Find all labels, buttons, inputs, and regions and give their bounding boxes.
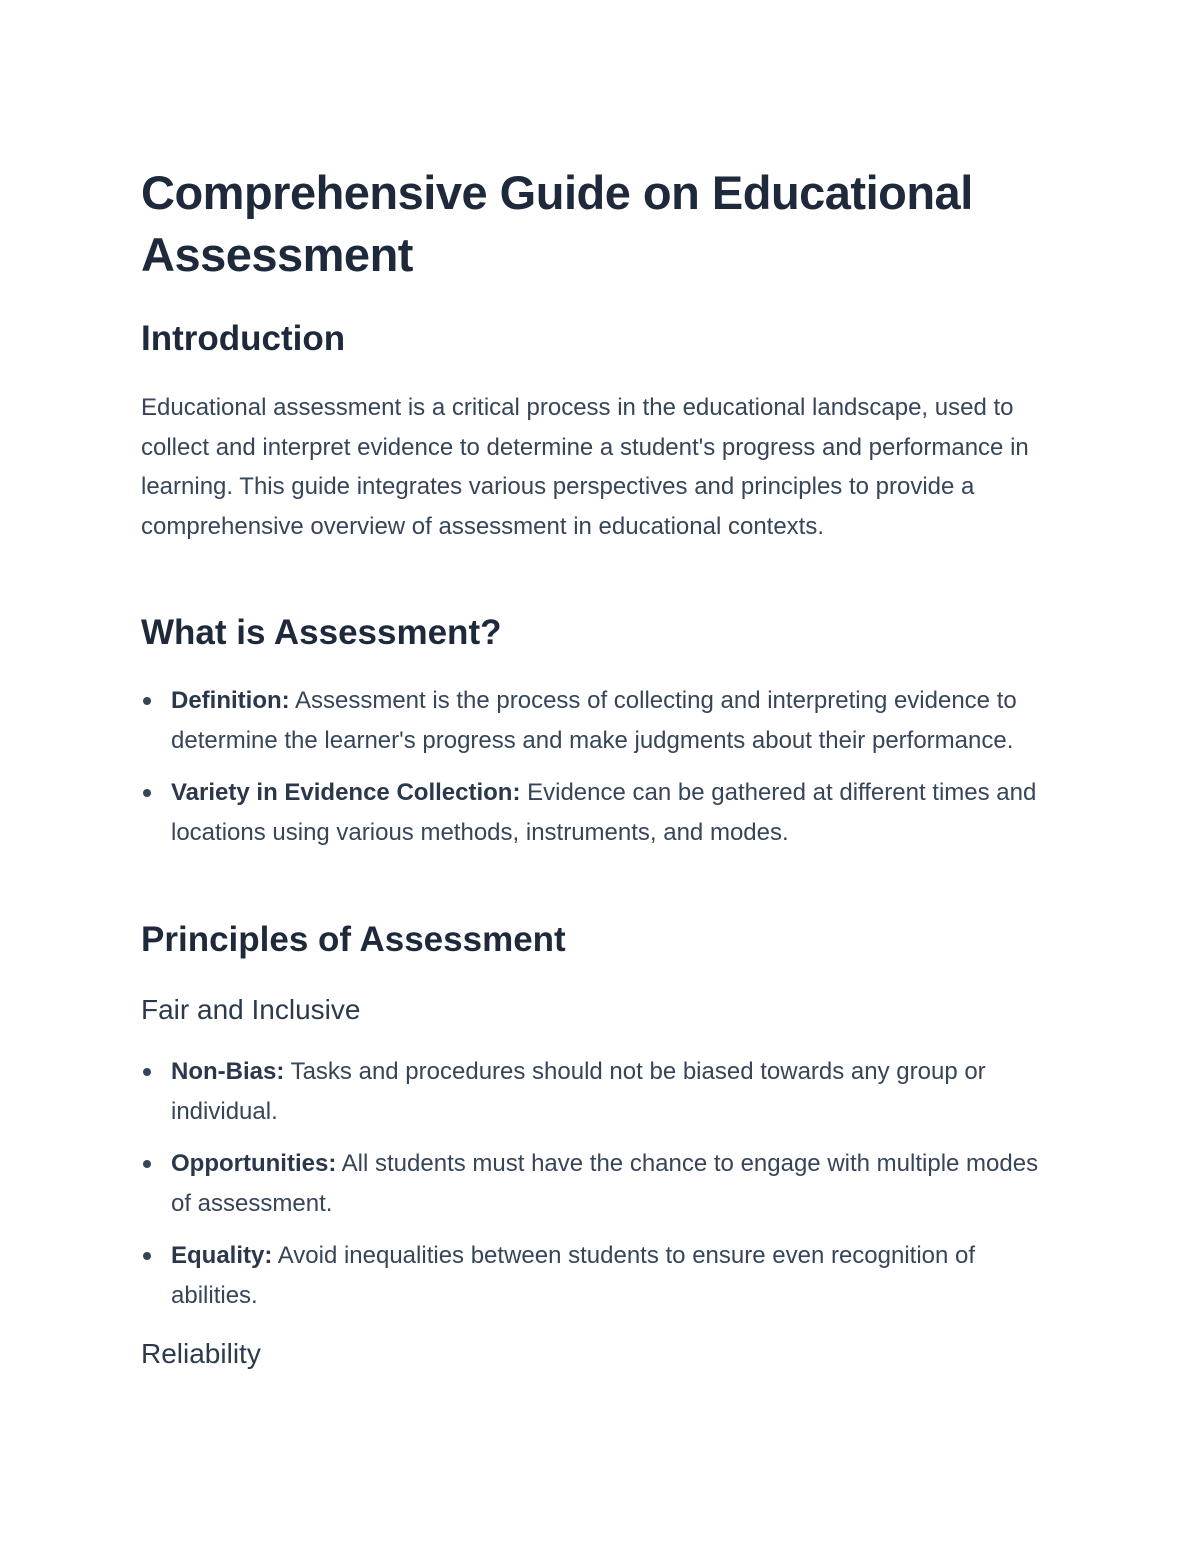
list-item-text: All students must have the chance to engage with multiple modes of assessment. <box>171 1150 1039 1217</box>
bullet-icon <box>143 789 151 797</box>
what-is-assessment-heading: What is Assessment? <box>141 613 502 652</box>
bullet-icon <box>143 697 151 705</box>
list-item-term: Variety in Evidence Collection: <box>171 779 521 806</box>
fair-inclusive-list <box>141 1052 1061 1328</box>
list-item-term: Equality: <box>171 1242 273 1269</box>
list-item-term: Definition: <box>171 687 290 714</box>
list-item-text: Tasks and procedures should not be biased towards any group or individual. <box>171 1058 986 1125</box>
list-item-text: Evidence can be gathered at different times and locations using various methods, instruments, and modes. <box>171 779 1037 846</box>
list-item-term: Opportunities: <box>171 1150 337 1177</box>
list-item <box>141 1144 1061 1223</box>
list-item-text: Assessment is the process of collecting and interpreting evidence to determine the learner's progress and make judgments about their performance. <box>171 687 1017 754</box>
list-item <box>141 1236 1061 1315</box>
bullet-icon <box>143 1068 151 1076</box>
list-item <box>141 773 1061 852</box>
principles-heading: Principles of Assessment <box>141 920 566 959</box>
bullet-icon <box>143 1160 151 1168</box>
fair-inclusive-heading: Fair and Inclusive <box>141 994 361 1025</box>
reliability-heading: Reliability <box>141 1338 261 1369</box>
list-item <box>141 681 1061 760</box>
list-item <box>141 1052 1061 1131</box>
list-item-text: Avoid inequalities between students to ensure even recognition of abilities. <box>171 1242 976 1309</box>
list-item-term: Non-Bias: <box>171 1058 285 1085</box>
introduction-heading: Introduction <box>141 319 346 358</box>
what-is-assessment-list <box>141 681 1061 865</box>
bullet-icon <box>143 1252 151 1260</box>
document-title: Comprehensive Guide on Educational Assessment <box>141 166 973 281</box>
introduction-paragraph: Educational assessment is a critical process in the educational landscape, used to collect and interpret evidence to determine a student's progress and performance in learning. This guide integrates various perspectives and principles to provide a comprehensive overview of assessment in educational contexts. <box>141 394 1029 540</box>
